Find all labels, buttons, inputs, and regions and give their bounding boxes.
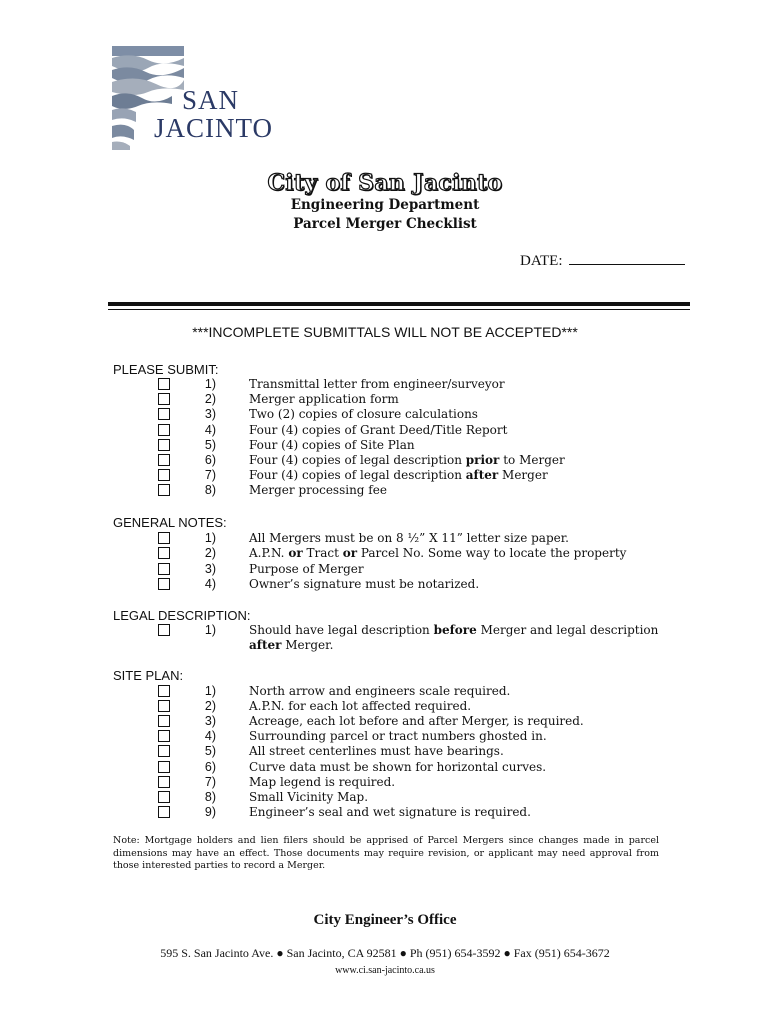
site-plan-heading: SITE PLAN: [113, 668, 184, 683]
item-number: 8) [204, 483, 216, 497]
item-number: 1) [204, 684, 216, 698]
checkbox[interactable] [158, 578, 170, 590]
checkbox[interactable] [158, 484, 170, 496]
item-number: 9) [204, 805, 216, 819]
emphasis-after: after [465, 468, 499, 482]
list-item [0, 423, 770, 438]
list-item [0, 699, 770, 714]
checkbox[interactable] [158, 393, 170, 405]
item-number: 7) [204, 468, 216, 482]
list-item [0, 546, 770, 561]
item-text: Map legend is required. [249, 775, 396, 789]
page-title: City of San Jacinto [267, 170, 503, 196]
checkbox[interactable] [158, 454, 170, 466]
list-item [0, 623, 770, 638]
please-submit-heading: PLEASE SUBMIT: [113, 362, 219, 377]
item-text [249, 546, 626, 560]
item-number: 4) [204, 423, 216, 437]
logo-wordmark [154, 85, 274, 143]
checkbox[interactable] [158, 700, 170, 712]
list-item [0, 377, 770, 392]
item-text: Merger processing fee [249, 483, 387, 497]
item-text: All Mergers must be on 8 ½” X 11” letter size paper. [249, 531, 569, 545]
checklist-title: Parcel Merger Checklist [293, 216, 477, 232]
item-text: Acreage, each lot before and after Merger, is required. [249, 714, 584, 728]
date-label: DATE: [520, 253, 563, 269]
checkbox[interactable] [158, 408, 170, 420]
general-notes-heading: GENERAL NOTES: [113, 515, 227, 530]
checkbox[interactable] [158, 424, 170, 436]
emphasis-after: after [249, 638, 282, 652]
incomplete-warning: ***INCOMPLETE SUBMITTALS WILL NOT BE ACCEPTED*** [192, 324, 578, 340]
item-number: 5) [204, 438, 216, 452]
checkbox[interactable] [158, 563, 170, 575]
item-text: Owner’s signature must be notarized. [249, 577, 480, 591]
item-number: 2) [204, 546, 216, 560]
checkbox[interactable] [158, 745, 170, 757]
item-text: Curve data must be shown for horizontal curves. [249, 760, 547, 774]
list-item-continuation [0, 638, 770, 653]
header-divider-thin [108, 309, 690, 310]
text-part: Parcel No. Some way to locate the property [357, 546, 627, 560]
list-item [0, 729, 770, 744]
legal-description-heading: LEGAL DESCRIPTION: [113, 608, 251, 623]
list-item [0, 562, 770, 577]
item-number: 8) [204, 790, 216, 804]
website-link[interactable]: www.ci.san-jacinto.ca.us [335, 965, 435, 976]
checkbox[interactable] [158, 806, 170, 818]
list-item [0, 744, 770, 759]
text-part: Four (4) copies of legal description [249, 453, 466, 467]
item-number: 1) [204, 377, 216, 391]
item-number: 4) [204, 577, 216, 591]
item-number: 1) [204, 623, 216, 637]
emphasis-before: before [433, 623, 477, 637]
list-item [0, 453, 770, 468]
item-text: Transmittal letter from engineer/surveyor [249, 377, 505, 391]
text-part: A.P.N. [249, 546, 289, 560]
checkbox[interactable] [158, 761, 170, 773]
list-item [0, 684, 770, 699]
item-number: 5) [204, 744, 216, 758]
emphasis-prior: prior [465, 453, 500, 467]
item-text: Engineer’s seal and wet signature is required. [249, 805, 531, 819]
item-number: 7) [204, 775, 216, 789]
city-logo [112, 46, 274, 150]
item-text [249, 623, 658, 637]
checkbox[interactable] [158, 439, 170, 451]
checkbox[interactable] [158, 624, 170, 636]
text-part: Four (4) copies of legal description [249, 468, 466, 482]
mortgage-note: Note: Mortgage holders and lien filers should be apprised of Parcel Mergers since changes made in parcel dimensions may have an effect. Those documents may require revision, or applicant may need approval from those interested parties to record a Merger. [113, 835, 659, 871]
text-part: Should have legal description [249, 623, 434, 637]
item-text: Small Vicinity Map. [249, 790, 369, 804]
logo-line-jacinto: JACINTO [154, 113, 274, 143]
item-number: 3) [204, 407, 216, 421]
department-name: Engineering Department [290, 197, 480, 213]
office-name: City Engineer’s Office [313, 912, 457, 928]
text-part: to Merger [499, 453, 565, 467]
item-text: Four (4) copies of Site Plan [249, 438, 415, 452]
item-number: 1) [204, 531, 216, 545]
logo-line-san: SAN [182, 85, 240, 115]
checkbox[interactable] [158, 715, 170, 727]
checkbox[interactable] [158, 791, 170, 803]
item-text: Surrounding parcel or tract numbers ghosted in. [249, 729, 547, 743]
list-item [0, 438, 770, 453]
checkbox[interactable] [158, 532, 170, 544]
list-item [0, 407, 770, 422]
item-number: 6) [204, 760, 216, 774]
list-item [0, 531, 770, 546]
item-text [249, 468, 548, 482]
checkbox[interactable] [158, 685, 170, 697]
text-part: Merger and legal description [476, 623, 659, 637]
item-text: Merger application form [249, 392, 399, 406]
item-text-continued [249, 638, 333, 652]
emphasis-or: or [342, 546, 358, 560]
date-field[interactable] [520, 252, 685, 270]
item-number: 3) [204, 714, 216, 728]
list-item [0, 577, 770, 592]
header-divider-thick [108, 302, 690, 306]
item-text: A.P.N. for each lot affected required. [249, 699, 472, 713]
date-blank-line[interactable] [569, 252, 685, 265]
item-text: North arrow and engineers scale required. [249, 684, 511, 698]
item-text: Two (2) copies of closure calculations [249, 407, 478, 421]
list-item [0, 760, 770, 775]
item-text: Purpose of Merger [249, 562, 364, 576]
text-part: Tract [302, 546, 343, 560]
item-number: 6) [204, 453, 216, 467]
list-item [0, 483, 770, 498]
checkbox[interactable] [158, 730, 170, 742]
item-text: Four (4) copies of Grant Deed/Title Report [249, 423, 508, 437]
checkbox[interactable] [158, 776, 170, 788]
emphasis-or: or [288, 546, 303, 560]
checkbox[interactable] [158, 547, 170, 559]
item-number: 2) [204, 392, 216, 406]
item-number: 4) [204, 729, 216, 743]
checkbox[interactable] [158, 469, 170, 481]
list-item [0, 468, 770, 483]
list-item [0, 775, 770, 790]
item-text [249, 453, 565, 467]
text-part: Merger. [281, 638, 334, 652]
office-address: 595 S. San Jacinto Ave. ● San Jacinto, CA 92581 ● Ph (951) 654-3592 ● Fax (951) 654-3672 [160, 946, 610, 960]
list-item [0, 392, 770, 407]
list-item [0, 714, 770, 729]
item-number: 3) [204, 562, 216, 576]
checkbox[interactable] [158, 378, 170, 390]
text-part: Merger [498, 468, 548, 482]
list-item [0, 805, 770, 820]
item-number: 2) [204, 699, 216, 713]
list-item [0, 790, 770, 805]
item-text: All street centerlines must have bearings. [249, 744, 504, 758]
